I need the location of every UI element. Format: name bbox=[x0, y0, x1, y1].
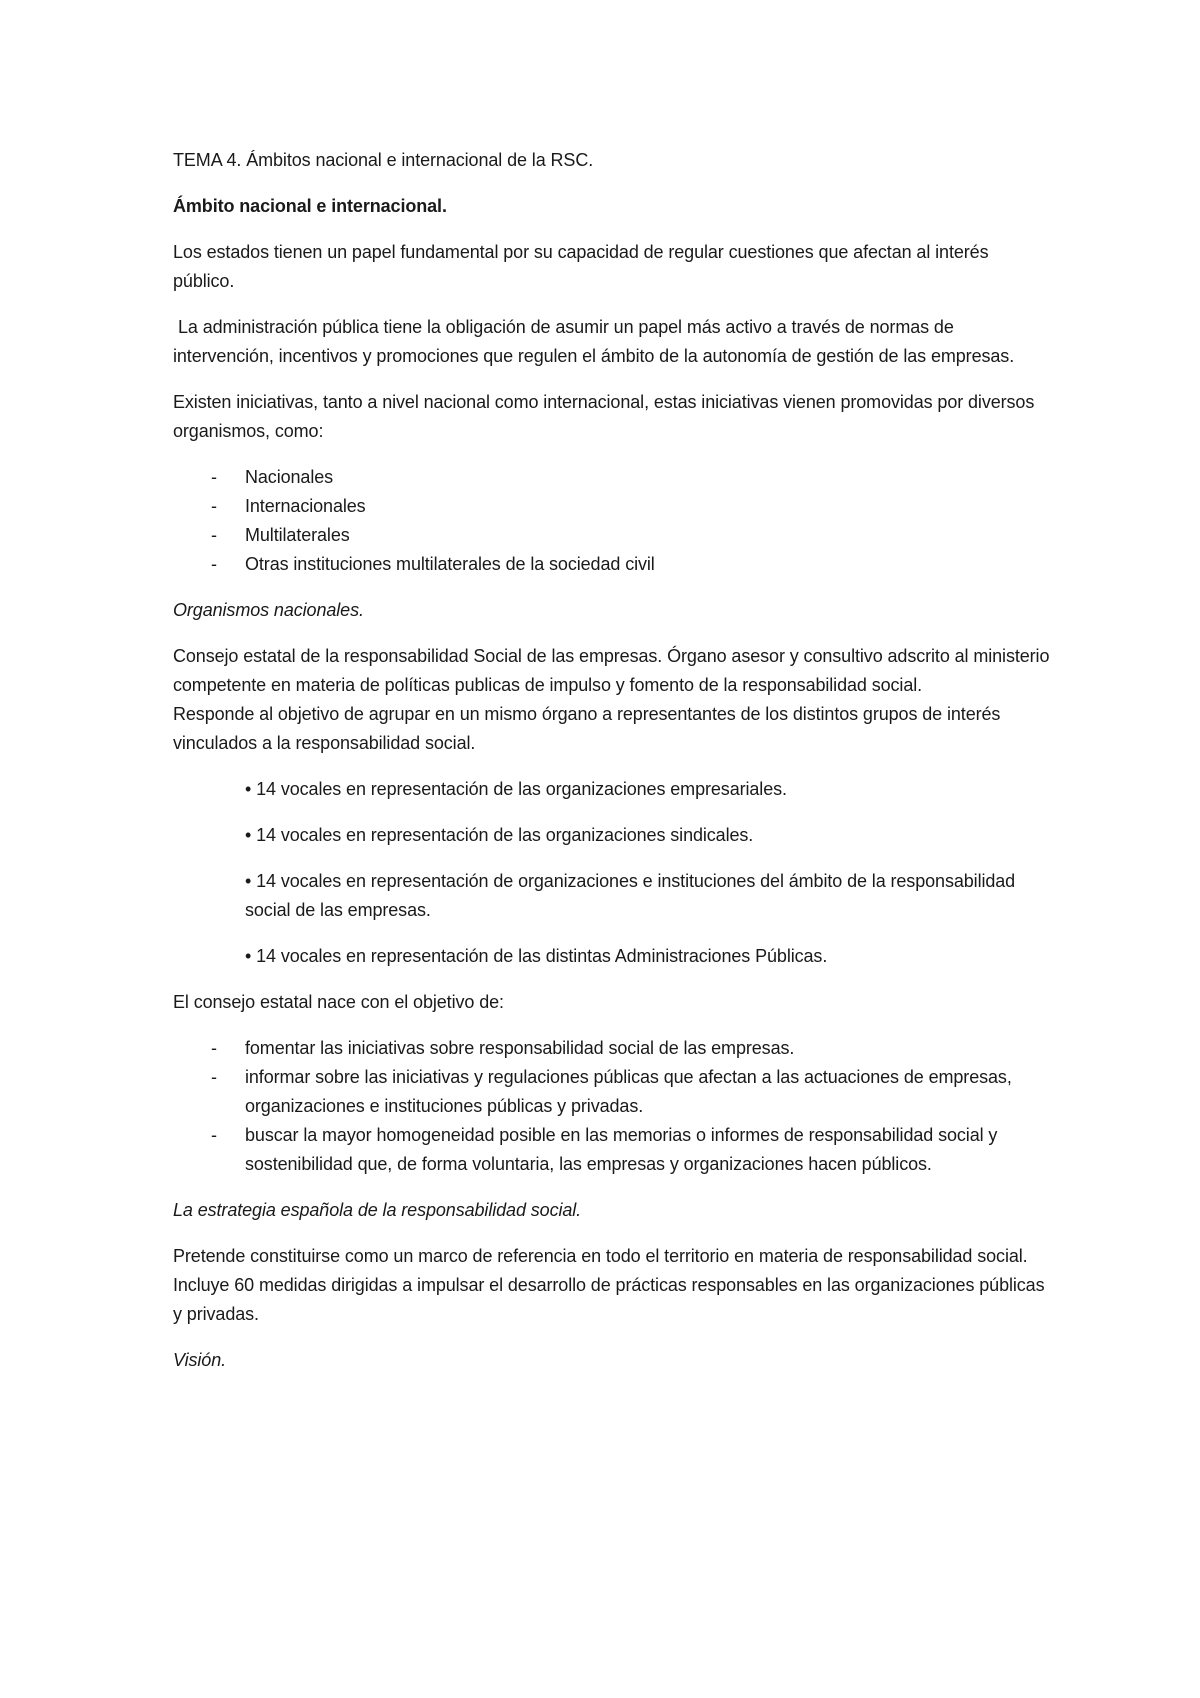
dash-marker: - bbox=[211, 554, 217, 574]
vocales-list bbox=[173, 775, 1053, 971]
heading-estrategia: La estrategia española de la responsabilidad social. bbox=[173, 1200, 582, 1220]
list-item bbox=[173, 1034, 1053, 1063]
paragraph-responde: Responde al objetivo de agrupar en un mismo órgano a representantes de los distintos grupos de interés vinculados a la responsabilidad social. bbox=[173, 704, 1001, 753]
list-item-text: Nacionales bbox=[245, 467, 334, 487]
list-item-text: informar sobre las iniciativas y regulaciones públicas que afectan a las actuaciones de empresas, organizaciones e instituciones públicas y privadas. bbox=[245, 1067, 1012, 1116]
list-item bbox=[173, 1121, 1053, 1179]
document-title: TEMA 4. Ámbitos nacional e internacional de la RSC. bbox=[173, 150, 594, 170]
list-item: • 14 vocales en representación de las distintas Administraciones Públicas. bbox=[245, 946, 828, 966]
paragraph-estados: Los estados tienen un papel fundamental por su capacidad de regular cuestiones que afectan al interés público. bbox=[173, 242, 989, 291]
paragraph-consejo: Consejo estatal de la responsabilidad Social de las empresas. Órgano asesor y consultivo adscrito al ministerio competente en materia de políticas publicas de impulso y fomento de la responsabilidad social. bbox=[173, 646, 1050, 695]
list-item-text: Internacionales bbox=[245, 496, 366, 516]
list-item: • 14 vocales en representación de las organizaciones sindicales. bbox=[245, 825, 754, 845]
organismos-list bbox=[173, 463, 1053, 579]
list-item-text: fomentar las iniciativas sobre responsabilidad social de las empresas. bbox=[245, 1038, 795, 1058]
section-heading: Ámbito nacional e internacional. bbox=[173, 196, 447, 216]
dash-marker: - bbox=[211, 496, 217, 516]
list-item-text: buscar la mayor homogeneidad posible en las memorias o informes de responsabilidad social y sostenibilidad que, de forma voluntaria, las empresas y organizaciones hacen públicos. bbox=[245, 1125, 998, 1174]
dash-marker: - bbox=[211, 467, 217, 487]
dash-marker: - bbox=[211, 1038, 217, 1058]
list-item: • 14 vocales en representación de organizaciones e instituciones del ámbito de la responsabilidad social de las empresas. bbox=[245, 871, 1016, 920]
dash-marker: - bbox=[211, 1125, 217, 1145]
list-item-text: Otras instituciones multilaterales de la sociedad civil bbox=[245, 554, 655, 574]
dash-marker: - bbox=[211, 1067, 217, 1087]
list-item bbox=[173, 463, 1053, 492]
paragraph-pretende: Pretende constituirse como un marco de referencia en todo el territorio en materia de responsabilidad social. Incluye 60 medidas dirigidas a impulsar el desarrollo de prácticas responsables en las organizaciones públicas y privadas. bbox=[173, 1246, 1045, 1324]
list-item bbox=[173, 521, 1053, 550]
list-item bbox=[173, 1063, 1053, 1121]
paragraph-administracion: La administración pública tiene la obligación de asumir un papel más activo a través de normas de intervención, incentivos y promociones que regulen el ámbito de la autonomía de gestión de las empresas. bbox=[173, 317, 1015, 366]
document-body bbox=[173, 146, 1053, 1392]
heading-vision: Visión. bbox=[173, 1350, 227, 1370]
list-item: • 14 vocales en representación de las organizaciones empresariales. bbox=[245, 779, 787, 799]
objetivos-list bbox=[173, 1034, 1053, 1179]
list-item-text: Multilaterales bbox=[245, 525, 350, 545]
dash-marker: - bbox=[211, 525, 217, 545]
paragraph-objetivo: El consejo estatal nace con el objetivo de: bbox=[173, 992, 504, 1012]
paragraph-iniciativas: Existen iniciativas, tanto a nivel nacional como internacional, estas iniciativas vienen promovidas por diversos organismos, como: bbox=[173, 392, 1035, 441]
list-item bbox=[173, 550, 1053, 579]
list-item bbox=[173, 492, 1053, 521]
heading-organismos-nacionales: Organismos nacionales. bbox=[173, 600, 364, 620]
